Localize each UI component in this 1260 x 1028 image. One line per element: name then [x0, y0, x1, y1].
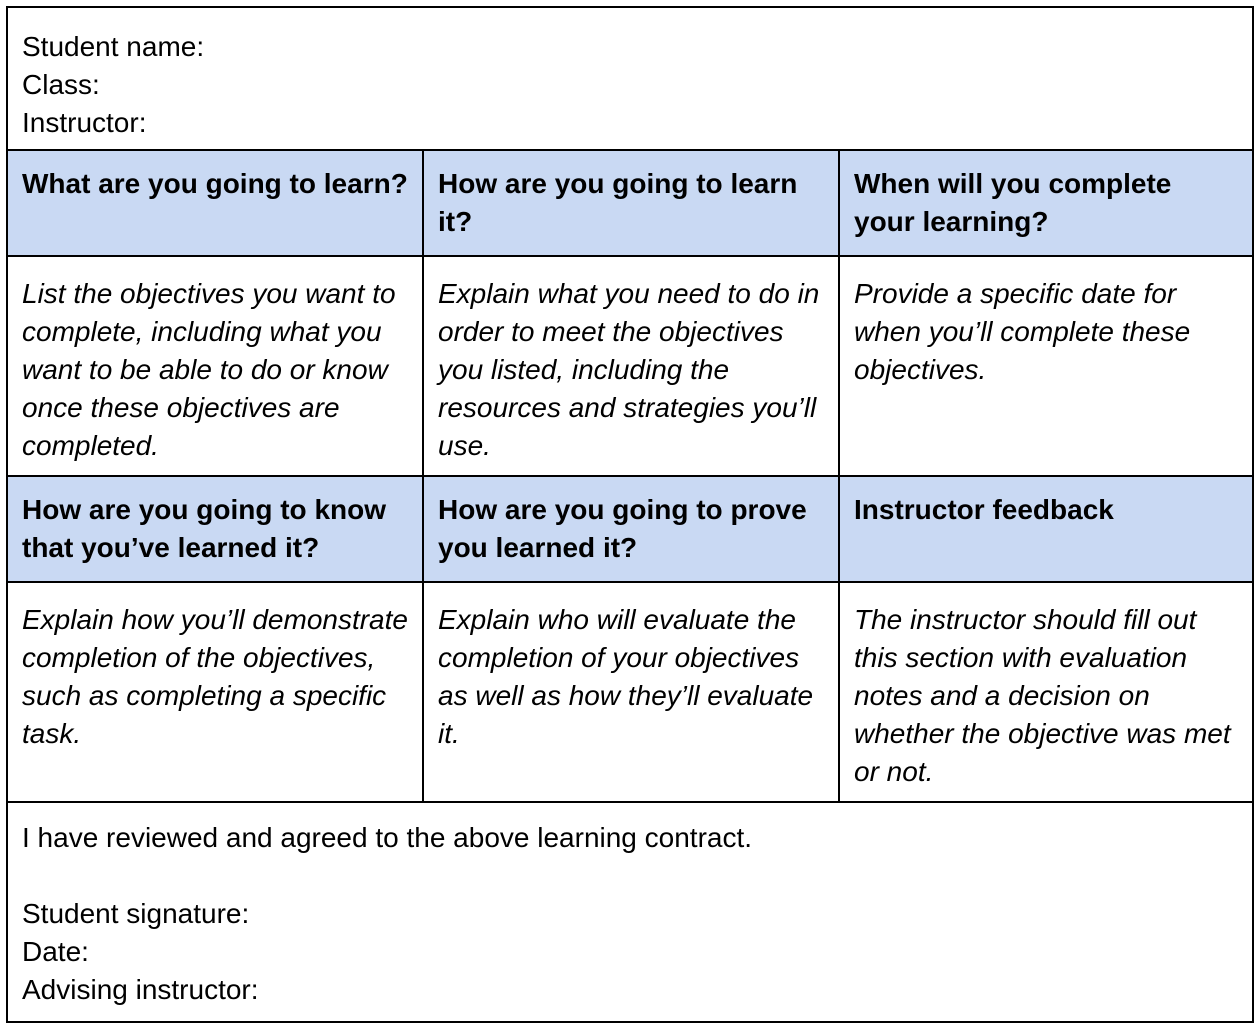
description-row-2 [8, 583, 1252, 803]
header-row-1 [8, 151, 1252, 257]
agreement-section [8, 803, 1252, 1021]
header-what-learn: What are you going to learn? [8, 151, 424, 255]
desc-when-complete[interactable]: Provide a specific date for when you’ll complete these objectives. [854, 278, 1191, 385]
class-label: Class: [22, 69, 100, 100]
desc-how-prove[interactable]: Explain who will evaluate the completion of your objectives as well as how they’ll evaluate it. [424, 583, 840, 801]
header-row-2 [8, 477, 1252, 583]
desc-how-know[interactable]: Explain how you’ll demonstrate completion of the objectives, such as completing a specific task. [8, 583, 424, 801]
agreement-text: I have reviewed and agreed to the above learning contract. [22, 822, 753, 853]
header-instructor-feedback: Instructor feedback [854, 494, 1114, 525]
student-info-section [8, 8, 1252, 151]
description-row-1 [8, 257, 1252, 477]
student-name-label: Student name: [22, 31, 205, 62]
learning-contract-table [6, 6, 1254, 1023]
date-label: Date: [22, 936, 89, 967]
student-signature-label: Student signature: [22, 898, 250, 929]
spacer [22, 857, 1238, 895]
header-how-prove: How are you going to prove you learned it? [424, 477, 840, 581]
desc-what-learn[interactable]: List the objectives you want to complete, including what you want to be able to do or know once these objectives are completed. [8, 257, 424, 475]
advising-instructor-label: Advising instructor: [22, 974, 259, 1005]
desc-instructor-feedback[interactable]: The instructor should fill out this section with evaluation notes and a decision on whether the objective was met or not. [854, 604, 1231, 787]
desc-how-learn[interactable]: Explain what you need to do in order to meet the objectives you listed, including the resources and strategies you’ll use. [424, 257, 840, 475]
header-when-complete: When will you complete your learning? [854, 168, 1172, 237]
instructor-label: Instructor: [22, 107, 147, 138]
header-how-learn: How are you going to learn it? [424, 151, 840, 255]
header-how-know: How are you going to know that you’ve learned it? [8, 477, 424, 581]
